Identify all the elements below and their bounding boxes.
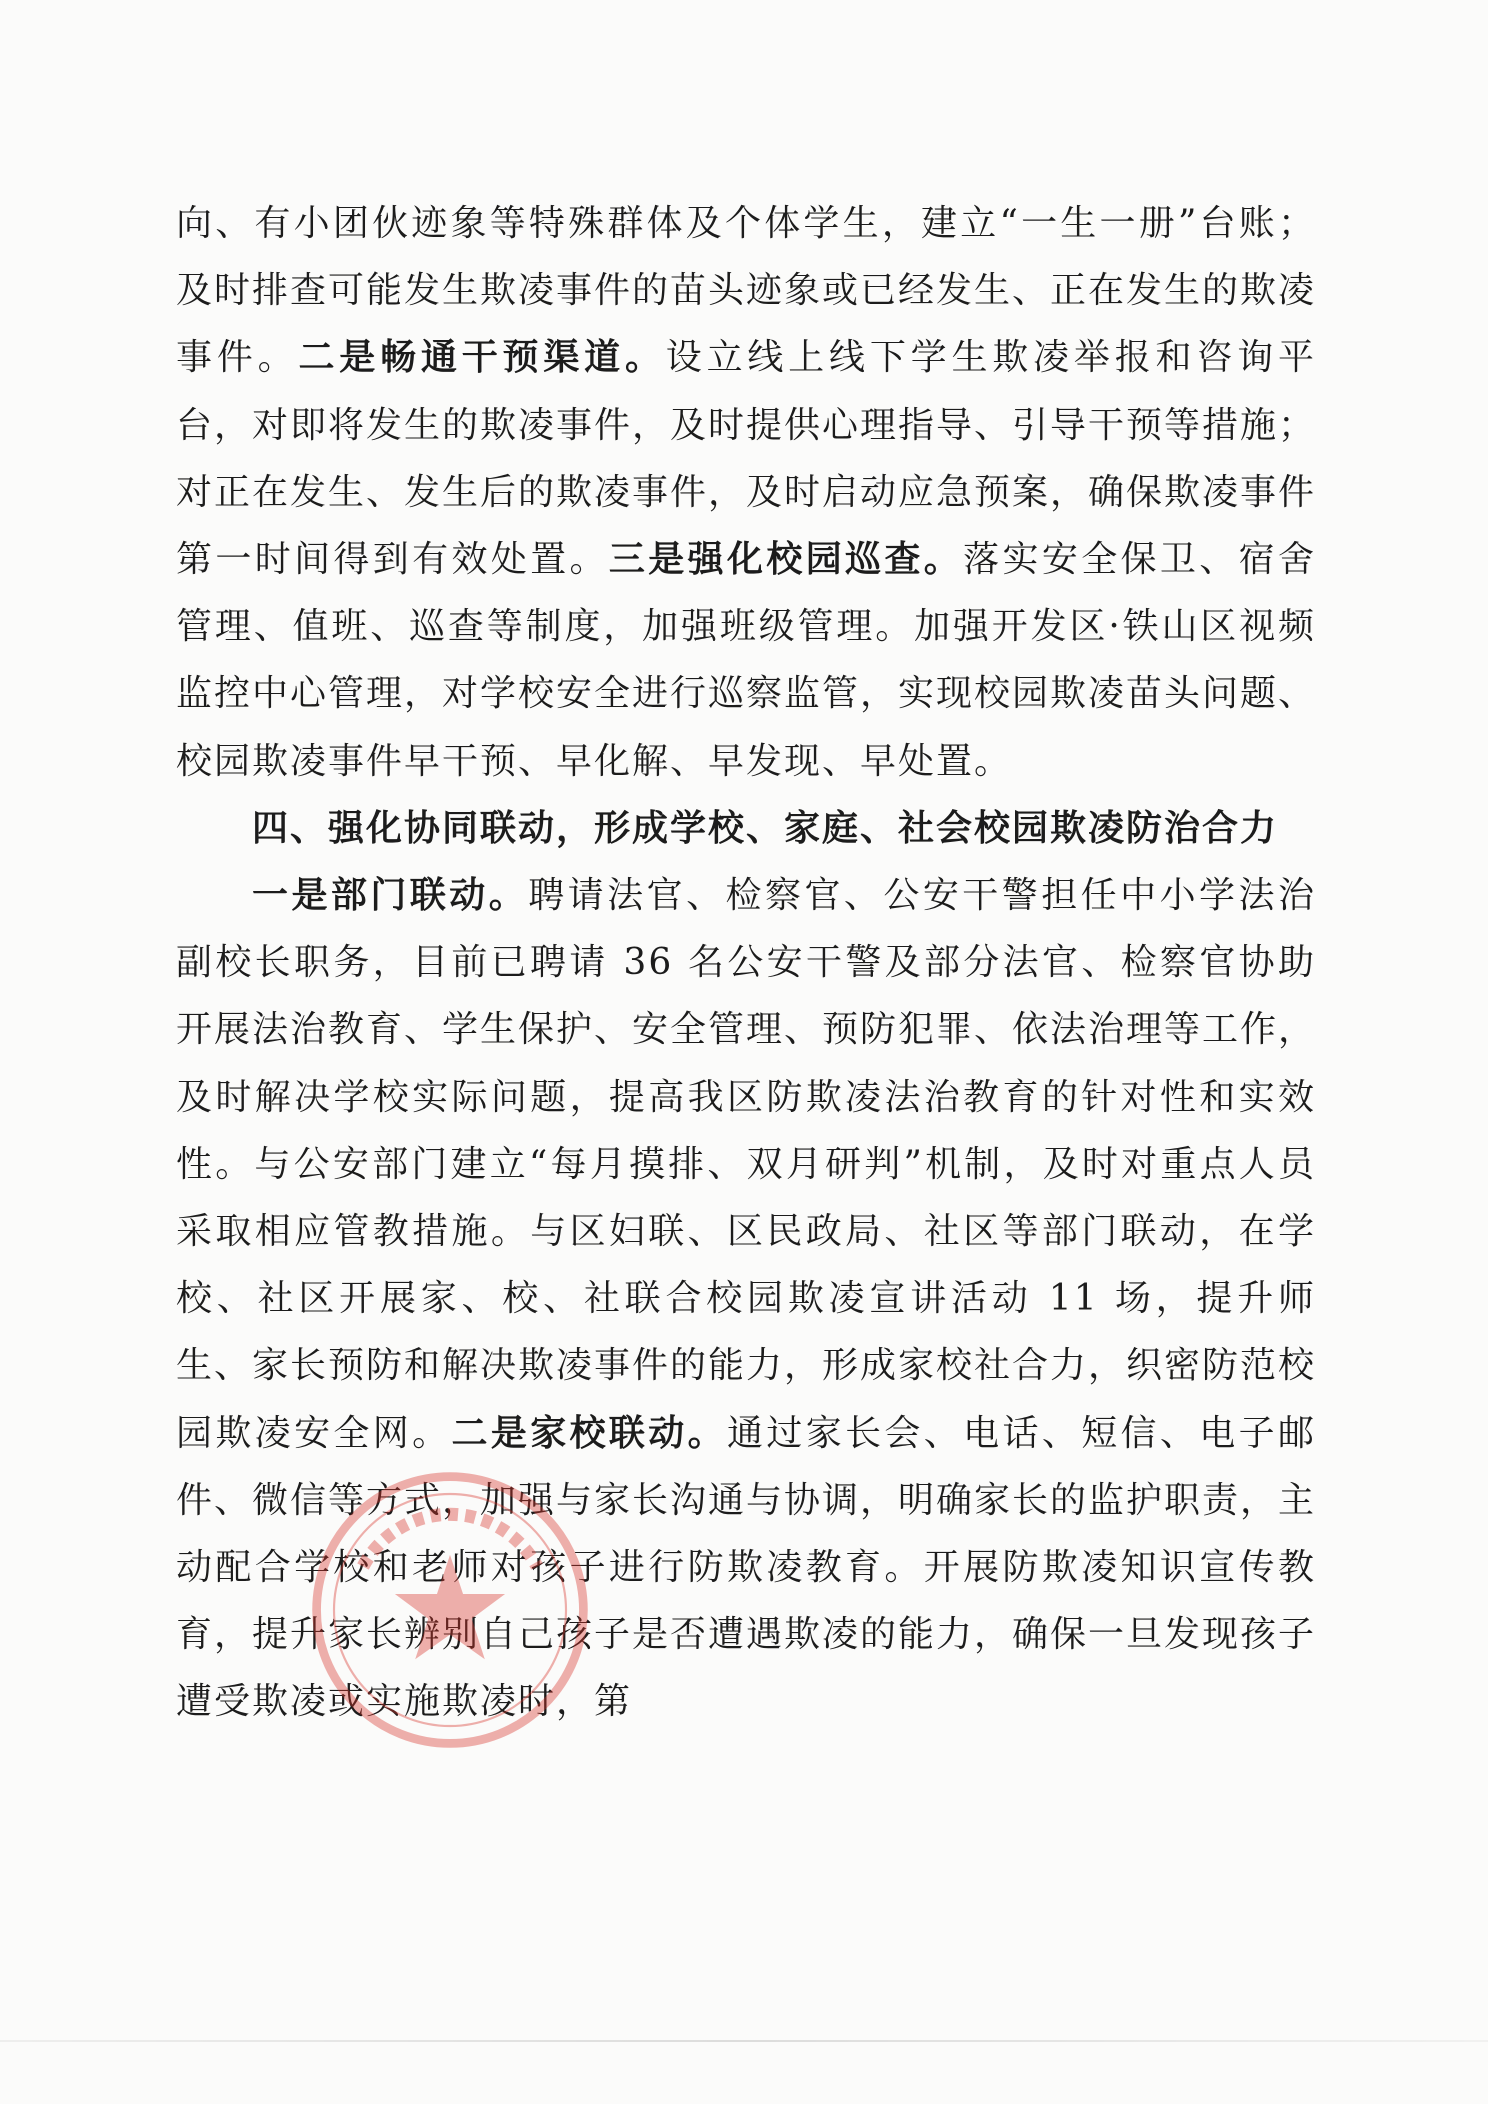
document-page [176,190,1316,1736]
paragraph-text: 通过家长会、电话、短信、电子邮件、微信等方式，加强与家长沟通与协调，明确家长的监护职责，主动配合学校和老师对孩子进行防欺凌教育。开展防欺凌知识宣传教育，提升家长辨别自己孩子是否遭遇欺凌的能力，确保一旦发现孩子遭受欺凌或实施欺凌时，第 [176,1412,1317,1723]
bold-phrase: 一是部门联动。 [252,875,529,917]
paragraph-text: 落实安全保卫、宿舍管理、值班、巡查等制度，加强班级管理。加强开发区·铁山区视频监控中心管理，对学校安全进行巡察监管，实现校园欺凌苗头问题、校园欺凌事件早干预、早化解、早发现、早处置。 [176,539,1317,782]
paragraph-text: 设立线上线下学生欺凌举报和咨询平台，对即将发生的欺凌事件，及时提供心理指导、引导干预等措施；对正在发生、发生后的欺凌事件，及时启动应急预案，确保欺凌事件第一时间得到有效处置。 [176,337,1317,581]
section-heading: 四、强化协同联动，形成学校、家庭、社会校园欺凌防治合力 [252,807,1279,849]
paragraph-continued [176,190,1316,795]
bold-phrase: 三是强化校园巡查。 [608,539,964,581]
paragraph-text: 向、有小团伙迹象等特殊群体及个体学生，建立“一生一册”台账；及时排查可能发生欺凌事件的苗头迹象或已经发生、正在发生的欺凌事件。 [176,203,1317,379]
paragraph-text: 聘请法官、检察官、公安干警担任中小学法治副校长职务，目前已聘请 36 名公安干警及部分法官、检察官协助开展法治教育、学生保护、安全管理、预防犯罪、依法治理等工作，及时解决学校实际问题，提高我区防欺凌法治教育的针对性和实效性。与公安部门建立“每月摸排、双月研判”机制，及时对重点人员采取相应管教措施。与区妇联、区民政局、社区等部门联动，在学校、社区开展家、校、社联合校园欺凌宣讲活动 11 场，提升师生、家长预防和解决欺凌事件的能力，形成家校社合力，织密防范校园欺凌安全网。 [176,875,1317,1454]
bold-phrase: 二是家校联动。 [451,1412,727,1454]
bold-phrase: 二是畅通干预渠道。 [298,337,666,379]
scan-edge-line [0,2040,1488,2042]
paragraph [176,862,1316,1736]
